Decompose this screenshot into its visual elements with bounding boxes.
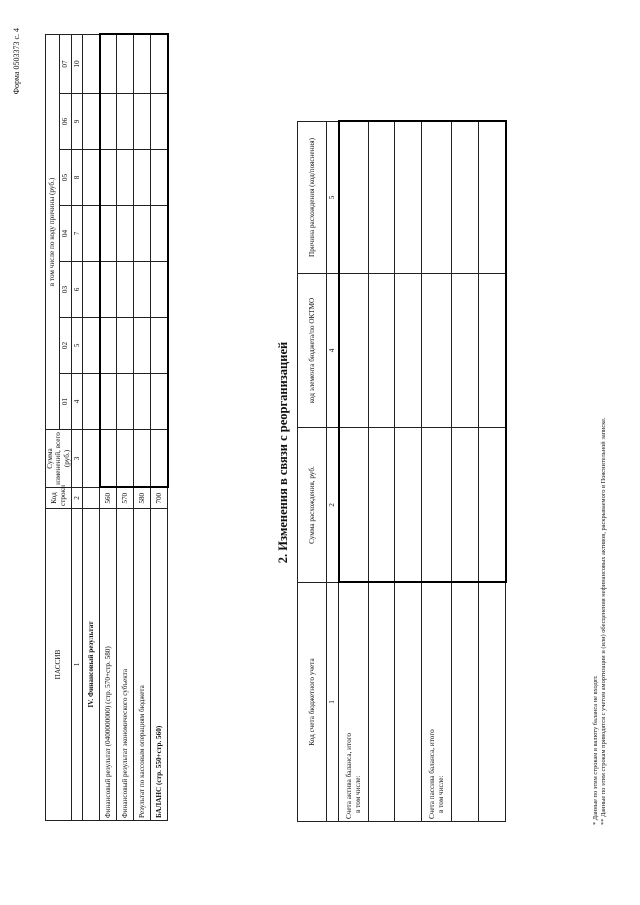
reason-code: 01 <box>60 374 72 430</box>
assets-total-label: Счета актива баланса, итого <box>345 732 354 819</box>
col-number: 10 <box>72 35 83 94</box>
row-name: Финансовый результат (0400000000) (стр. 570+стр. 580) <box>100 509 117 821</box>
col-header-sum: Сумма изменений, всего (руб.) <box>46 430 72 488</box>
col-number: 7 <box>72 206 83 262</box>
col-number: 6 <box>72 262 83 318</box>
col-number: 2 <box>72 488 83 509</box>
col-number: 1 <box>72 509 83 821</box>
col-header-account: Код счета бюджетного учета <box>298 583 327 822</box>
footnote-2: ** Данные по этим строкам приводятся с учетом амортизации и (или) обесценения нефинансовых активов, раскрываемого в Пояснительной записке. <box>600 417 607 825</box>
col-number: 4 <box>72 374 83 430</box>
table-row <box>117 35 134 821</box>
liabilities-total-label: Счета пассива баланса, итого <box>428 729 437 819</box>
row-code: 570 <box>117 488 134 509</box>
table-row <box>134 35 151 821</box>
col-header-code: Код строки <box>46 488 72 509</box>
section-2-title: 2. Изменения в связи с реорганизацией <box>276 341 290 564</box>
col-header-reasons: в том числе по коду причины (руб.) <box>46 35 60 430</box>
reason-code: 03 <box>60 262 72 318</box>
footnote-1: * Данные по этим строкам в валюту баланса не входят. <box>592 675 599 825</box>
col-header-amount: Сумма расхождения, руб. <box>298 428 327 583</box>
row-name: Финансовый результат экономического субъекта <box>117 509 134 821</box>
reason-code: 02 <box>60 318 72 374</box>
reason-code: 06 <box>60 94 72 150</box>
row-code: 580 <box>134 488 151 509</box>
section-heading: IV. Финансовый результат <box>83 509 100 821</box>
col-number: 3 <box>72 430 83 488</box>
col-header-budget-code: код элемента бюджета/по ОКТМО <box>298 274 327 428</box>
col-number: 1 <box>327 583 339 822</box>
col-number: 4 <box>327 274 339 428</box>
col-header-name: ПАССИВ <box>46 509 72 821</box>
col-number: 5 <box>72 318 83 374</box>
table-row <box>100 35 117 821</box>
col-number: 5 <box>327 122 339 274</box>
row-name: Результат по кассовым операциям бюджета <box>134 509 151 821</box>
assets-sub-label: в том числе: <box>353 775 362 813</box>
col-number: 8 <box>72 150 83 206</box>
liabilities-sub-label: в том числе: <box>436 775 445 813</box>
liabilities-table <box>45 34 169 822</box>
col-number: 9 <box>72 94 83 150</box>
reason-code: 07 <box>60 35 72 94</box>
reorganization-table <box>297 121 507 823</box>
row-name: БАЛАНС (стр. 550+стр. 560) <box>151 509 168 821</box>
form-id: Форма 0503373 с. 4 <box>12 28 21 95</box>
footnotes <box>592 45 608 825</box>
col-header-reason: Причина расхождения (код/пояснения) <box>298 122 327 274</box>
reason-code: 05 <box>60 150 72 206</box>
reason-code: 04 <box>60 206 72 262</box>
table-row <box>339 122 369 822</box>
row-code: 560 <box>100 488 117 509</box>
table-row <box>151 35 168 821</box>
row-code: 700 <box>151 488 168 509</box>
col-number: 2 <box>327 428 339 583</box>
table-row <box>422 122 452 822</box>
